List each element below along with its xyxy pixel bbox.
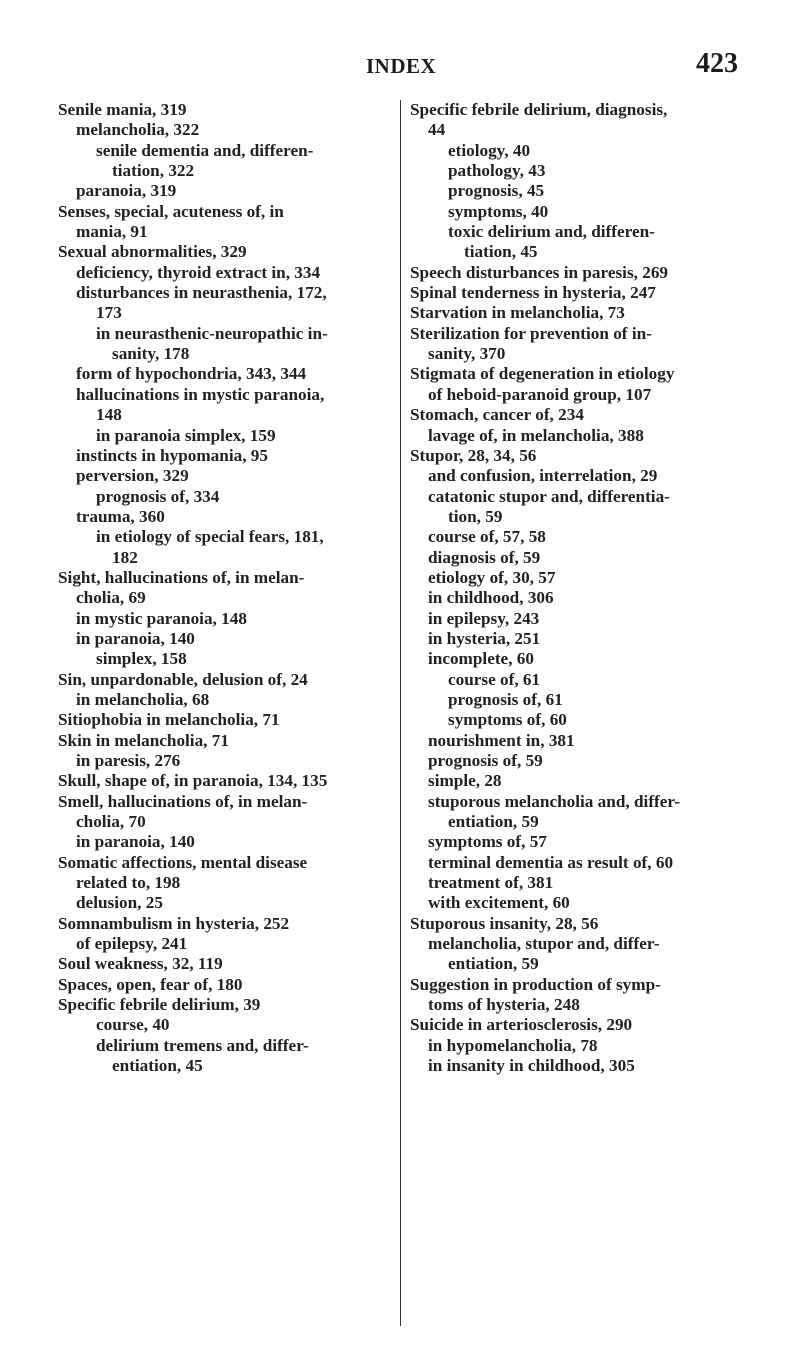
index-entry-continuation: toms of hysteria, 248 xyxy=(428,995,580,1015)
index-entry xyxy=(58,670,398,690)
index-entry-text: delirium tremens and, differ- xyxy=(96,1035,309,1055)
index-entry xyxy=(58,934,398,954)
index-entry-text: Sexual abnormalities, 329 xyxy=(58,242,247,262)
index-entry-text: etiology of, 30, 57 xyxy=(428,567,556,587)
index-entry xyxy=(410,751,745,771)
index-entry-text: instincts in hypomania, 95 xyxy=(76,445,268,465)
index-entry xyxy=(58,731,398,751)
index-entry xyxy=(58,202,398,243)
index-entry-text: form of hypochondria, 343, 344 xyxy=(76,364,307,384)
index-entry xyxy=(58,893,398,913)
index-entry-text: in childhood, 306 xyxy=(428,588,554,608)
index-entry xyxy=(58,690,398,710)
index-entry-text: Soul weakness, 32, 119 xyxy=(58,954,223,974)
index-entry-continuation: 148 xyxy=(96,405,122,425)
index-entry-text: senile dementia and, differen- xyxy=(96,140,314,160)
index-entry xyxy=(410,731,745,751)
index-entry xyxy=(58,100,398,120)
index-entry-text: catatonic stupor and, differentia- xyxy=(428,486,670,506)
index-entry-continuation: tion, 59 xyxy=(448,506,503,526)
index-entry xyxy=(58,446,398,466)
index-entry xyxy=(410,1015,745,1035)
index-entry-text: Specific febrile delirium, diagnosis, xyxy=(410,100,668,119)
index-entry-text: course, 40 xyxy=(96,1015,170,1035)
index-entry-text: pathology, 43 xyxy=(448,161,546,181)
index-entry-text: in neurasthenic-neuropathic in- xyxy=(96,323,328,343)
index-entry xyxy=(410,609,745,629)
index-entry xyxy=(410,568,745,588)
index-entry xyxy=(410,364,745,405)
index-entry-text: in paranoia, 140 xyxy=(76,832,195,852)
index-entry xyxy=(410,548,745,568)
page-number: 423 xyxy=(696,48,738,79)
index-entry xyxy=(58,181,398,201)
index-entry-text: in epilepsy, 243 xyxy=(428,608,540,628)
index-entry xyxy=(58,507,398,527)
index-entry-text: symptoms, 40 xyxy=(448,201,549,221)
index-entry-continuation: cholia, 70 xyxy=(76,812,146,832)
index-entry-text: Sight, hallucinations of, in melan- xyxy=(58,567,305,587)
index-entry xyxy=(58,1015,398,1035)
index-entry xyxy=(410,527,745,547)
index-entry-text: Stomach, cancer of, 234 xyxy=(410,405,584,425)
index-entry-text: diagnosis of, 59 xyxy=(428,547,541,567)
index-entry-continuation: related to, 198 xyxy=(76,873,181,893)
index-entry xyxy=(410,934,745,975)
index-entry-text: Senses, special, acuteness of, in xyxy=(58,201,284,221)
index-entry xyxy=(58,995,398,1015)
index-entry-text: Sin, unpardonable, delusion of, 24 xyxy=(58,669,308,689)
index-entry-text: Spinal tenderness in hysteria, 247 xyxy=(410,283,656,303)
index-entry xyxy=(410,426,745,446)
index-entry xyxy=(58,527,398,568)
index-entry-text: Speech disturbances in paresis, 269 xyxy=(410,262,669,282)
index-entry xyxy=(58,975,398,995)
index-entry-text: Senile mania, 319 xyxy=(58,100,187,119)
index-entry-text: disturbances in neurasthenia, 172, xyxy=(76,283,327,303)
index-entry-text: terminal dementia as result of, 60 xyxy=(428,852,674,872)
index-entry-text: Somnambulism in hysteria, 252 xyxy=(58,913,290,933)
page-header xyxy=(0,48,800,88)
index-entry-text: toxic delirium and, differen- xyxy=(448,222,655,242)
index-entry-text: melancholia, stupor and, differ- xyxy=(428,934,660,954)
index-entry xyxy=(410,873,745,893)
index-entry xyxy=(58,710,398,730)
index-entry-text: in hysteria, 251 xyxy=(428,628,541,648)
index-entry-text: melancholia, 322 xyxy=(76,120,200,140)
index-entry-text: course of, 57, 58 xyxy=(428,527,546,547)
index-entry-text: deficiency, thyroid extract in, 334 xyxy=(76,262,321,282)
index-entry-continuation: entiation, 45 xyxy=(112,1056,203,1076)
index-entry xyxy=(58,914,398,934)
index-entry-text: Stuporous insanity, 28, 56 xyxy=(410,913,599,933)
index-entry xyxy=(410,405,745,425)
index-entry-text: and confusion, interrelation, 29 xyxy=(428,466,658,486)
index-entry xyxy=(410,690,745,710)
index-entry xyxy=(410,161,745,181)
index-entry xyxy=(410,263,745,283)
index-entry-text: in paranoia simplex, 159 xyxy=(96,425,276,445)
index-entry-continuation: sanity, 370 xyxy=(428,344,506,364)
running-title: INDEX xyxy=(366,54,437,78)
index-entry-text: etiology, 40 xyxy=(448,140,531,160)
index-entry xyxy=(410,710,745,730)
index-entry xyxy=(410,324,745,365)
index-entry-text: in melancholia, 68 xyxy=(76,689,210,709)
index-entry-text: trauma, 360 xyxy=(76,506,165,526)
index-entry xyxy=(58,609,398,629)
index-entry xyxy=(58,853,398,894)
index-entry xyxy=(58,385,398,426)
index-entry xyxy=(410,202,745,222)
index-entry xyxy=(410,222,745,263)
index-entry xyxy=(410,832,745,852)
index-entry-continuation: tiation, 322 xyxy=(112,161,195,181)
index-entry xyxy=(410,629,745,649)
index-entry xyxy=(58,568,398,609)
index-entry-continuation: mania, 91 xyxy=(76,222,148,242)
index-entry-text: hallucinations in mystic paranoia, xyxy=(76,384,325,404)
index-entry-text: simplex, 158 xyxy=(96,649,187,669)
index-entry-continuation: tiation, 45 xyxy=(464,242,538,262)
index-entry-continuation: entiation, 59 xyxy=(448,812,539,832)
index-entry xyxy=(410,446,745,466)
index-entry-text: perversion, 329 xyxy=(76,466,189,486)
index-entry-text: Skin in melancholia, 71 xyxy=(58,730,229,750)
index-entry xyxy=(410,487,745,528)
index-entry xyxy=(410,771,745,791)
index-entry-continuation: 44 xyxy=(428,120,446,140)
index-entry-continuation: entiation, 59 xyxy=(448,954,539,974)
index-entry-text: in insanity in childhood, 305 xyxy=(428,1056,635,1076)
index-entry xyxy=(410,853,745,873)
index-entry-text: with excitement, 60 xyxy=(428,893,570,913)
index-entry-text: lavage of, in melancholia, 388 xyxy=(428,425,644,445)
index-column-right xyxy=(410,100,745,1077)
index-entry-text: treatment of, 381 xyxy=(428,873,554,893)
index-entry-text: Suicide in arteriosclerosis, 290 xyxy=(410,1015,633,1035)
index-entry-text: incomplete, 60 xyxy=(428,649,534,669)
index-entry-continuation: 173 xyxy=(96,303,122,323)
index-entry xyxy=(58,487,398,507)
index-entry-text: symptoms of, 57 xyxy=(428,832,547,852)
index-entry xyxy=(58,629,398,649)
index-entry xyxy=(58,242,398,262)
index-entry xyxy=(410,466,745,486)
index-entry-text: Skull, shape of, in paranoia, 134, 135 xyxy=(58,771,328,791)
index-entry xyxy=(410,649,745,669)
index-entry-text: prognosis of, 61 xyxy=(448,689,563,709)
index-entry xyxy=(410,670,745,690)
index-entry-text: course of, 61 xyxy=(448,669,541,689)
index-entry xyxy=(58,466,398,486)
index-entry xyxy=(410,100,745,141)
index-entry-text: nourishment in, 381 xyxy=(428,730,575,750)
index-entry xyxy=(58,1036,398,1077)
index-entry-text: Suggestion in production of symp- xyxy=(410,974,661,994)
index-entry-text: paranoia, 319 xyxy=(76,181,177,201)
index-entry xyxy=(58,364,398,384)
index-entry xyxy=(410,141,745,161)
index-entry xyxy=(410,181,745,201)
index-entry xyxy=(58,649,398,669)
index-entry-text: Sitiophobia in melancholia, 71 xyxy=(58,710,280,730)
index-entry-text: symptoms of, 60 xyxy=(448,710,567,730)
index-entry xyxy=(58,324,398,365)
index-entry xyxy=(58,120,398,140)
index-entry-text: Smell, hallucinations of, in melan- xyxy=(58,791,308,811)
index-entry-continuation: cholia, 69 xyxy=(76,588,146,608)
index-entry-continuation: sanity, 178 xyxy=(112,344,190,364)
index-entry xyxy=(58,832,398,852)
index-entry-text: delusion, 25 xyxy=(76,893,163,913)
index-entry-text: Somatic affections, mental disease xyxy=(58,852,308,872)
index-entry xyxy=(58,426,398,446)
index-entry-text: Sterilization for prevention of in- xyxy=(410,323,652,343)
index-entry xyxy=(410,1036,745,1056)
index-entry xyxy=(410,914,745,934)
index-entry-text: in paresis, 276 xyxy=(76,751,181,770)
index-entry xyxy=(410,303,745,323)
index-entry-text: simple, 28 xyxy=(428,771,502,791)
index-entry xyxy=(58,263,398,283)
index-entry xyxy=(410,283,745,303)
index-entry xyxy=(410,792,745,833)
index-entry-text: prognosis, 45 xyxy=(448,181,545,201)
index-entry-text: prognosis of, 59 xyxy=(428,751,543,770)
index-entry-text: stuporous melancholia and, differ- xyxy=(428,791,681,811)
index-entry-text: in paranoia, 140 xyxy=(76,628,195,648)
index-entry xyxy=(410,1056,745,1076)
index-entry-text: Specific febrile delirium, 39 xyxy=(58,995,261,1015)
index-entry-text: Starvation in melancholia, 73 xyxy=(410,303,625,323)
index-entry xyxy=(410,975,745,1016)
index-entry-text: in mystic paranoia, 148 xyxy=(76,608,247,628)
index-entry-text: Stigmata of degeneration in etiology xyxy=(410,364,675,384)
index-entry xyxy=(58,954,398,974)
index-entry-continuation: 182 xyxy=(112,547,138,567)
column-divider xyxy=(400,100,401,1326)
index-entry-continuation: of heboid-paranoid group, 107 xyxy=(428,384,652,404)
index-entry xyxy=(58,283,398,324)
index-entry xyxy=(410,588,745,608)
index-entry xyxy=(58,751,398,771)
index-entry-text: in hypomelancholia, 78 xyxy=(428,1035,598,1055)
index-entry xyxy=(58,771,398,791)
index-entry-text: Spaces, open, fear of, 180 xyxy=(58,974,243,994)
index-entry xyxy=(410,893,745,913)
index-entry-text: in etiology of special fears, 181, xyxy=(96,527,324,547)
index-entry xyxy=(58,792,398,833)
index-entry-text: prognosis of, 334 xyxy=(96,486,220,506)
index-entry-text: Stupor, 28, 34, 56 xyxy=(410,445,537,465)
index-column-left xyxy=(58,100,398,1077)
index-entry xyxy=(58,141,398,182)
index-entry-text: of epilepsy, 241 xyxy=(76,934,188,954)
